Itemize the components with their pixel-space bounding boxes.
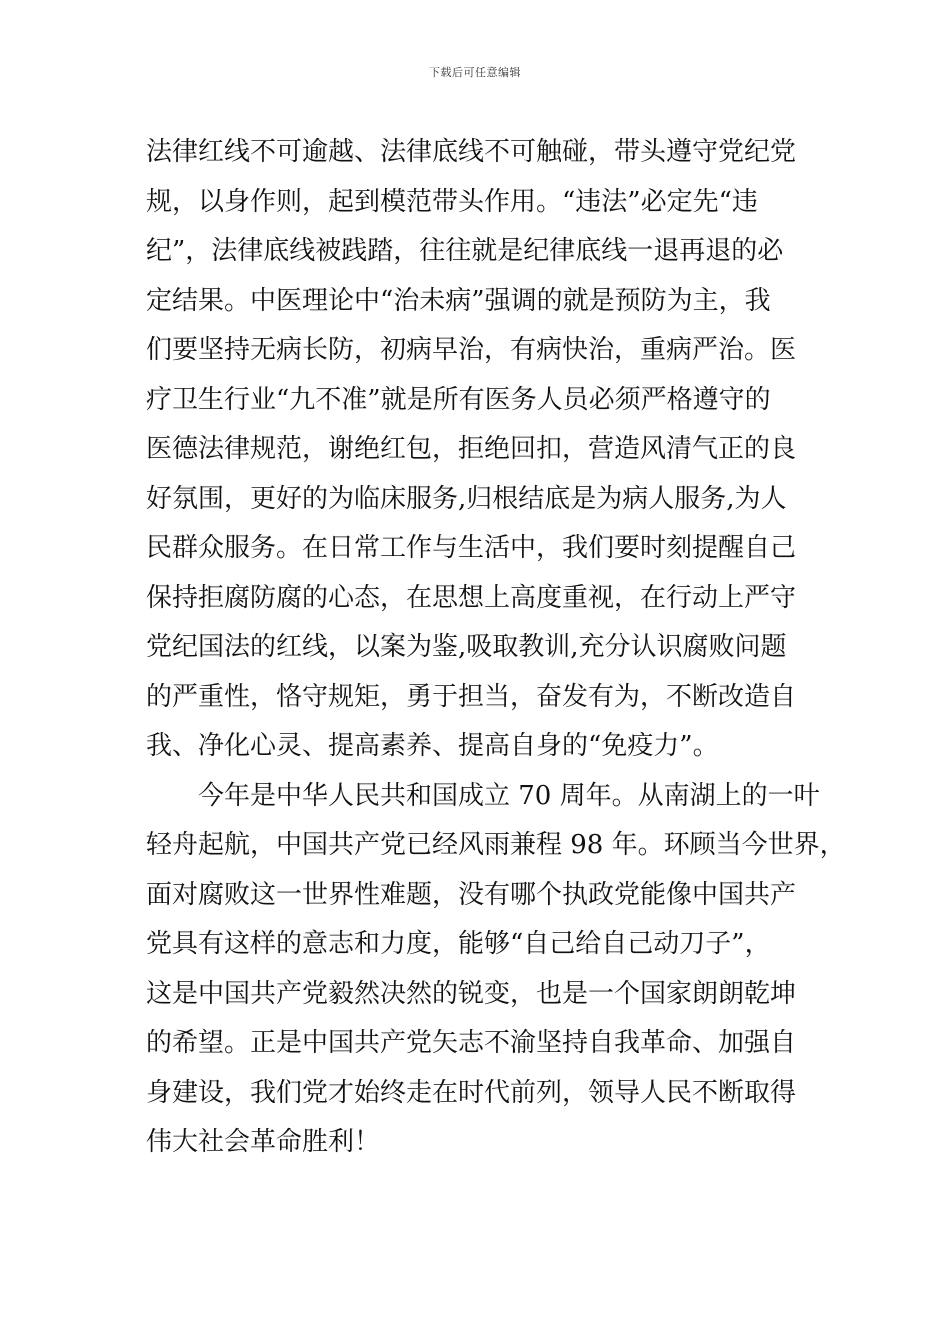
text-line: 定结果。中医理论中“治未病”强调的就是预防为主，我 [146,285,771,316]
text-line: 的严重性，恪守规矩，勇于担当，奋发有为，不断改造自 [146,681,797,712]
text-line: 党具有这样的意志和力度，能够“自己给自己动刀子”， [146,929,771,959]
text-line: 轻舟起航，中国共产党已经风雨兼程 98 年。环顾当今世界， [146,830,846,860]
text-line: 这是中国共产党毅然决然的锐变，也是一个国家朗朗乾坤 [146,978,797,1009]
text-line: 我、净化心灵、提高素养、提高自身的“免疫力”。 [146,731,719,761]
paragraph-2 [146,772,846,1168]
text-line: 身建设，我们党才始终走在时代前列，领导人民不断取得 [146,1077,797,1108]
text-line: 民群众服务。在日常工作与生活中，我们要时刻提醒自己 [146,533,797,563]
text-line: 疗卫生行业“九不准”就是所有医务人员必须严格遵守的 [146,384,771,415]
text-line: 伟大社会革命胜利！ [146,1127,381,1157]
text-line: 面对腐败这一世界性难题，没有哪个执政党能像中国共产 [146,879,797,910]
text-line: 法律红线不可逾越、法律底线不可触碰，带头遵守党纪党 [146,137,797,167]
text-line: 的希望。正是中国共产党矢志不渝坚持自我革命、加强自 [146,1028,797,1058]
text-line: 保持拒腐防腐的心态，在思想上高度重视，在行动上严守 [146,582,797,613]
text-line: 今年是中华人民共和国成立 70 周年。从南湖上的一叶 [198,780,820,811]
paragraph-1 [146,128,846,772]
text-line: 好氛围，更好的为临床服务,归根结底是为病人服务,为人 [146,483,787,514]
text-line: 医德法律规范，谢绝红包，拒绝回扣，营造风清气正的良 [146,434,797,464]
page-header: 下载后可任意编辑 [429,66,521,79]
text-line: 们要坚持无病长防，初病早治，有病快治，重病严治。医 [146,335,797,365]
document-body [146,128,846,1168]
text-line: 纪”，法律底线被践踏，往往就是纪律底线一退再退的必 [146,236,784,266]
text-line: 规，以身作则，起到模范带头作用。“违法”必定先“违 [146,186,758,217]
text-line: 党纪国法的红线，以案为鉴,吸取教训,充分认识腐败问题 [146,632,787,662]
